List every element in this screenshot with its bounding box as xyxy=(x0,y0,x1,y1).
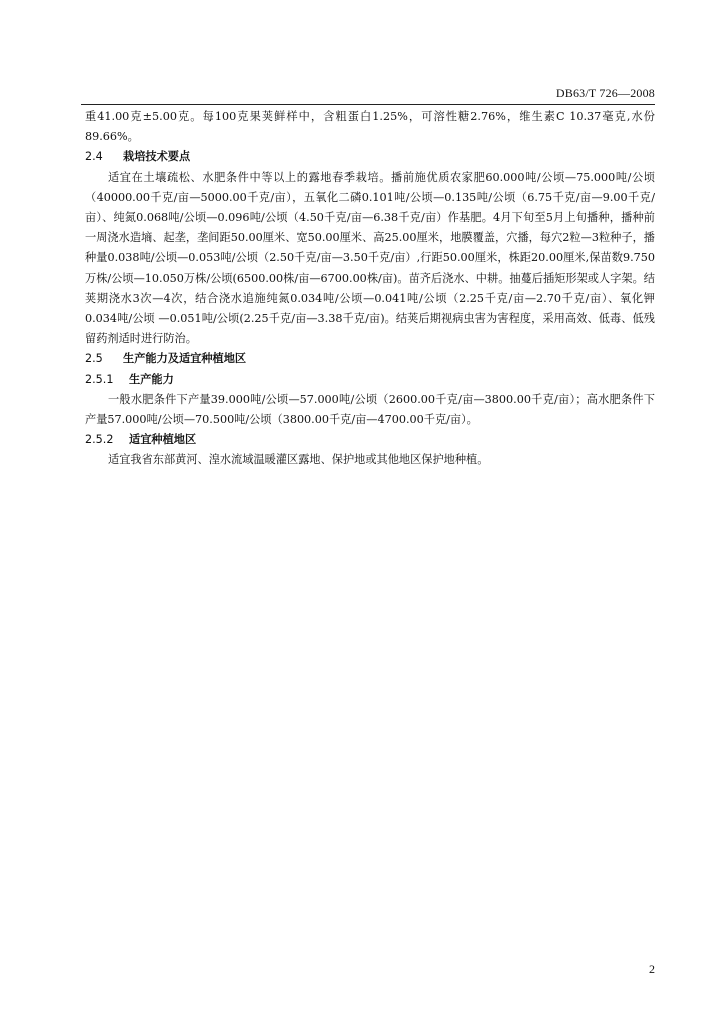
section-title: 适宜种植地区 xyxy=(129,433,197,447)
intro-paragraph: 重41.00克±5.00克。每100克果荚鲜样中，含粗蛋白1.25%，可溶性糖2.76%，维生素C 10.37毫克,水份89.66%。 xyxy=(85,110,655,144)
section-title: 生产能力及适宜种植地区 xyxy=(123,352,247,366)
cultivation-paragraph: 适宜在土壤疏松、水肥条件中等以上的露地春季栽培。播前施优质农家肥60.000吨/公顷—75.000吨/公顷（40000.00千克/亩—5000.00千克/亩），五氧化二磷0.101吨/公顷—0.135吨/公顷（6.75千克/亩—9.00千克/亩）、纯氮0.068吨/公顷—0.096吨/公顷（4.50千克/亩—6.38千克/亩）作基肥。4月下旬至5月上旬播种，播种前一周浇水造墒、起垄，垄间距50.00厘米、宽50.00厘米、高25.00厘米，地膜覆盖，穴播，每穴2粒—3粒种子，播种量0.038吨/公顷—0.053吨/公顷（2.50千克/亩—3.50千克/亩）,行距50.00厘米，株距20.00厘米,保苗数9.750万株/公顷—10.050万株/公顷(6500.00株/亩—6700.00株/亩)。苗齐后浇水、中耕。抽蔓后插矩形架或人字架。结荚期浇水3次—4次，结合浇水追施纯氮0.034吨/公顷—0.041吨/公顷（2.25千克/亩—2.70千克/亩）、氧化钾0.034吨/公顷 —0.051吨/公顷(2.25千克/亩—3.38千克/亩)。结荚后期视病虫害为害程度，采用高效、低毒、低残留药剂适时进行防治。 xyxy=(85,170,655,346)
section-heading-2-4 xyxy=(85,147,655,167)
page-number: 2 xyxy=(649,962,655,976)
section-number: 2.4 xyxy=(85,150,103,164)
section-heading-2-5 xyxy=(85,349,655,369)
section-number: 2.5.1 xyxy=(85,372,114,386)
section-number: 2.5 xyxy=(85,352,103,366)
planting-area-paragraph: 适宜我省东部黄河、湟水流域温暖灌区露地、保护地或其他地区保护地种植。 xyxy=(108,453,489,467)
section-number: 2.5.2 xyxy=(85,433,114,447)
standard-code: DB63/T 726—2008 xyxy=(555,86,655,100)
section-heading-2-5-2 xyxy=(85,430,655,450)
section-title: 生产能力 xyxy=(129,372,174,386)
header-divider xyxy=(81,104,655,105)
body-text xyxy=(85,107,655,471)
section-heading-2-5-1 xyxy=(85,370,655,390)
section-title: 栽培技术要点 xyxy=(123,150,191,164)
production-capacity-paragraph: 一般水肥条件下产量39.000吨/公顷—57.000吨/公顷（2600.00千克/亩—3800.00千克/亩）；高水肥条件下产量57.000吨/公顷—70.500吨/公顷（3800.00千克/亩—4700.00千克/亩）。 xyxy=(85,392,655,427)
